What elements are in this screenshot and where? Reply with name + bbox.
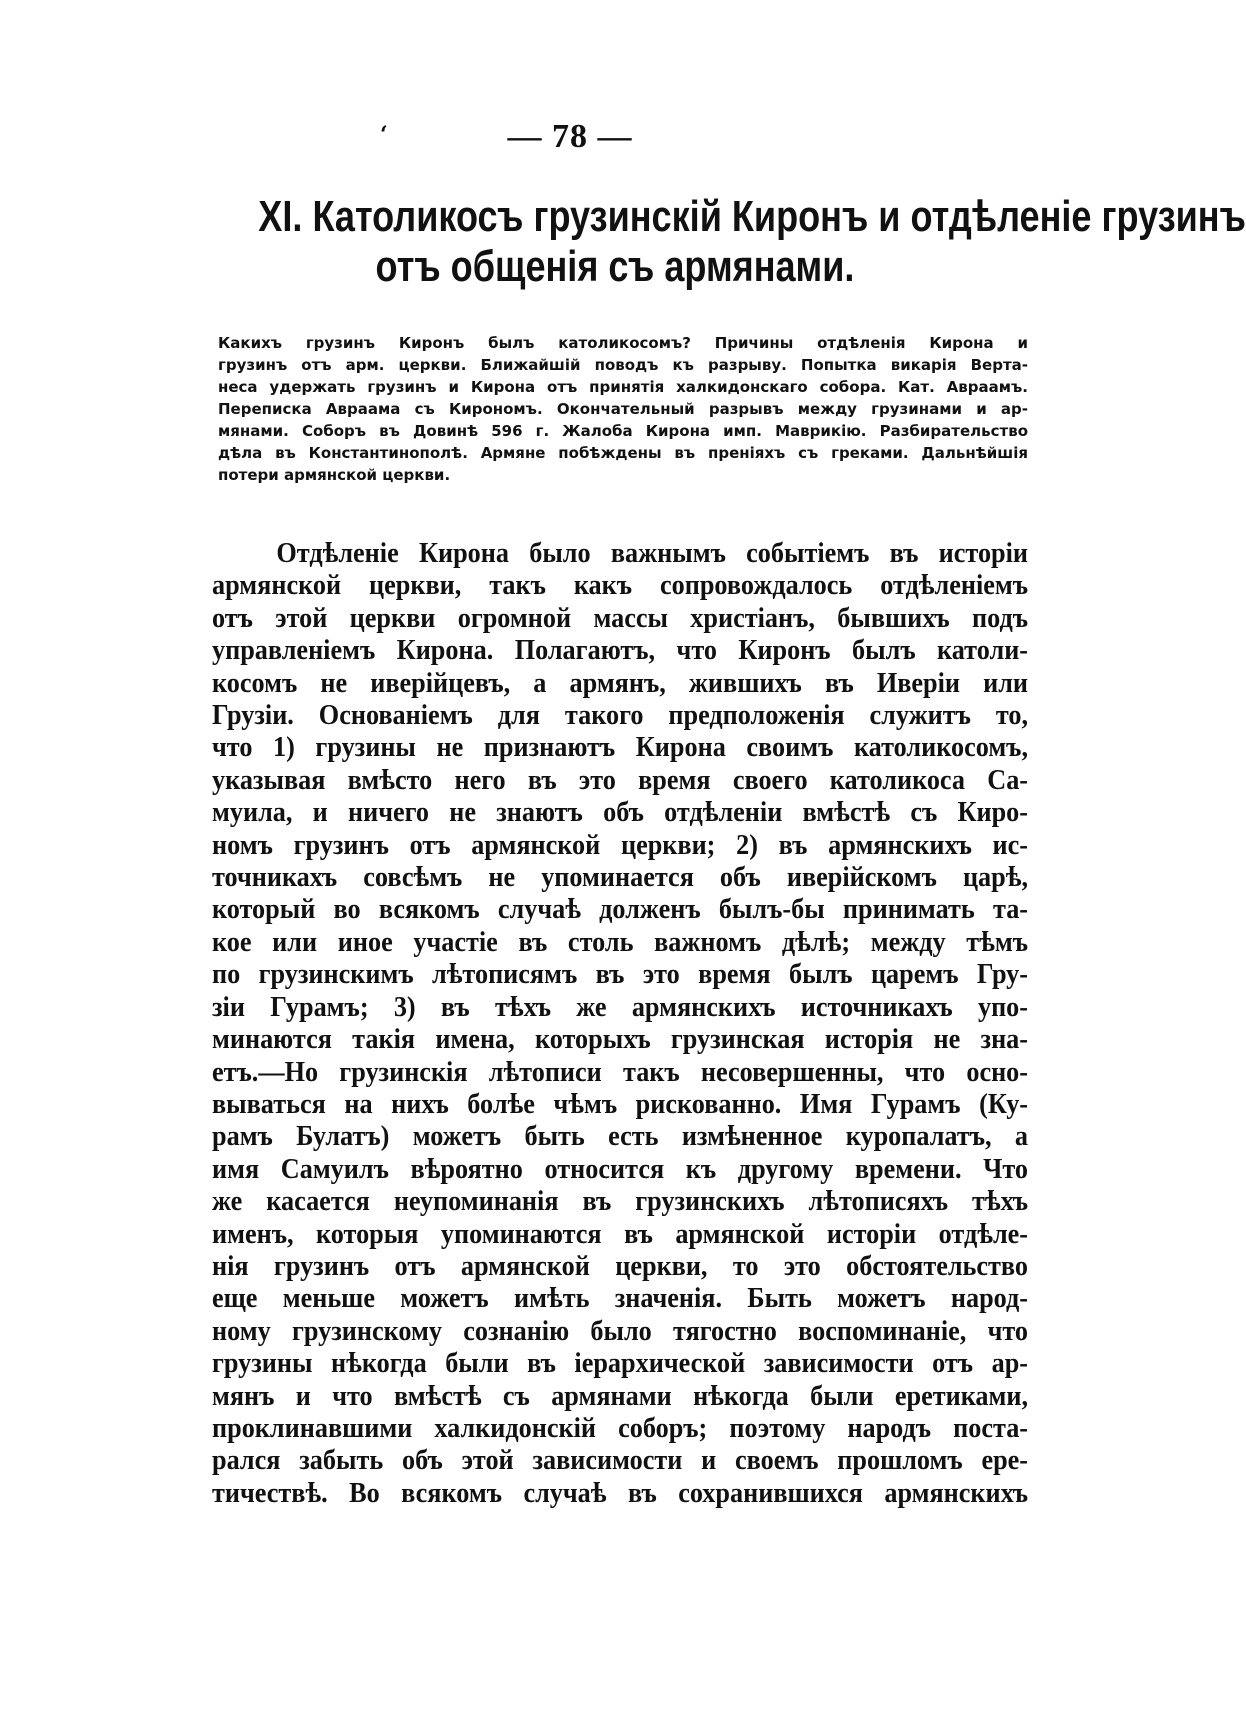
body-line: рался забыть объ этой зависимости и своемъ прошломъ ере-	[212, 1445, 1029, 1477]
body-line: армянской церкви, такъ какъ сопровождалось отдѣленіемъ	[212, 570, 1029, 602]
body-line: указывая вмѣсто него въ это время своего католикоса Са-	[212, 764, 1029, 796]
summary-line: грузинъ отъ арм. церкви. Ближайшій поводъ къ разрыву. Попытка викарія Верта-	[218, 356, 1028, 374]
summary-line: потери армянской церкви.	[218, 466, 451, 484]
body-line: грузины нѣкогда были въ іерархической зависимости отъ ар-	[212, 1348, 1029, 1380]
body-line: рамъ Булатъ) можетъ быть есть измѣненное куропалатъ, а	[212, 1121, 1029, 1153]
summary-line: Какихъ грузинъ Киронъ былъ католикосомъ? Причины отдѣленія Кирона и	[218, 334, 1028, 352]
body-line: точникахъ совсѣмъ не упоминается объ иверійскомъ царѣ,	[212, 862, 1029, 894]
body-line: же касается неупоминанія въ грузинскихъ лѣтописяхъ тѣхъ	[212, 1186, 1029, 1218]
body-line: Грузіи. Основаніемъ для такого предположенія служитъ то,	[212, 700, 1029, 732]
body-line: имя Самуилъ вѣроятно относится къ другому времени. Что	[212, 1153, 1029, 1185]
body-line: еще меньше можетъ имѣть значенія. Быть можетъ народ-	[212, 1283, 1029, 1315]
body-line: проклинавшими халкидонскій соборъ; поэтому народъ поста-	[212, 1412, 1029, 1444]
summary-line: дѣла въ Константинополѣ. Армяне побѣждены въ преніяхъ съ греками. Дальнѣйшія	[218, 444, 1028, 462]
body-line: Отдѣленіе Кирона было важнымъ событіемъ въ исторіи	[276, 538, 1029, 569]
body-line: который во всякомъ случаѣ долженъ былъ-бы принимать та-	[212, 894, 1029, 926]
body-line: мянъ и что вмѣстѣ съ армянами нѣкогда были еретиками,	[212, 1380, 1029, 1412]
body-text	[212, 538, 1028, 1510]
body-line: кое или иное участіе въ столь важномъ дѣлѣ; между тѣмъ	[212, 926, 1029, 958]
summary-line: Переписка Авраама съ Кирономъ. Окончательный разрывъ между грузинами и ар-	[218, 400, 1028, 418]
chapter-title	[258, 192, 1246, 292]
body-line: муила, и ничего не знаютъ объ отдѣленіи вмѣстѣ съ Киро-	[212, 797, 1029, 829]
body-line: именъ, которыя упоминаются въ армянской исторіи отдѣле-	[212, 1218, 1029, 1250]
body-line: управленіемъ Кирона. Полагаютъ, что Киронъ былъ католи-	[212, 635, 1029, 667]
body-line: косомъ не иверійцевъ, а армянъ, жившихъ въ Иверіи или	[212, 667, 1029, 699]
body-line: отъ этой церкви огромной массы христіанъ, бывшихъ подъ	[212, 602, 1029, 634]
chapter-title-line: отъ общенія съ армянами.	[375, 242, 855, 291]
stray-print-mark: ‘	[380, 122, 388, 148]
body-line: номъ грузинъ отъ армянской церкви; 2) въ армянскихъ ис-	[212, 829, 1029, 861]
body-line: тичествѣ. Во всякомъ случаѣ въ сохранившихся армянскихъ	[212, 1477, 1029, 1509]
summary-line: мянами. Соборъ въ Довинѣ 596 г. Жалоба Кирона имп. Маврикію. Разбирательство	[218, 422, 1028, 440]
body-line: нія грузинъ отъ армянской церкви, то это обстоятельство	[212, 1250, 1029, 1282]
body-line: что 1) грузины не признаютъ Кирона своимъ католикосомъ,	[212, 732, 1029, 764]
page-number: — 78 —	[507, 118, 633, 155]
body-line: минаются такія имена, которыхъ грузинская исторія не зна-	[212, 1024, 1029, 1056]
chapter-summary	[218, 332, 1028, 486]
summary-line: неса удержать грузинъ и Кирона отъ принятія халкидонскаго собора. Кат. Авраамъ.	[218, 378, 1028, 396]
body-line: етъ.—Но грузинскія лѣтописи такъ несовершенны, что осно-	[212, 1056, 1029, 1088]
body-line: ному грузинскому сознанію было тягостно воспоминаніе, что	[212, 1315, 1029, 1347]
body-line: зіи Гурамъ; 3) въ тѣхъ же армянскихъ источникахъ упо-	[212, 991, 1029, 1023]
chapter-title-line: XI. Католикосъ грузинскій Киронъ и отдѣленіе грузинъ	[258, 192, 1246, 241]
body-line: вываться на нихъ болѣе чѣмъ рискованно. Имя Гурамъ (Ку-	[212, 1088, 1029, 1120]
body-line: по грузинскимъ лѣтописямъ въ это время былъ царемъ Гру-	[212, 959, 1029, 991]
